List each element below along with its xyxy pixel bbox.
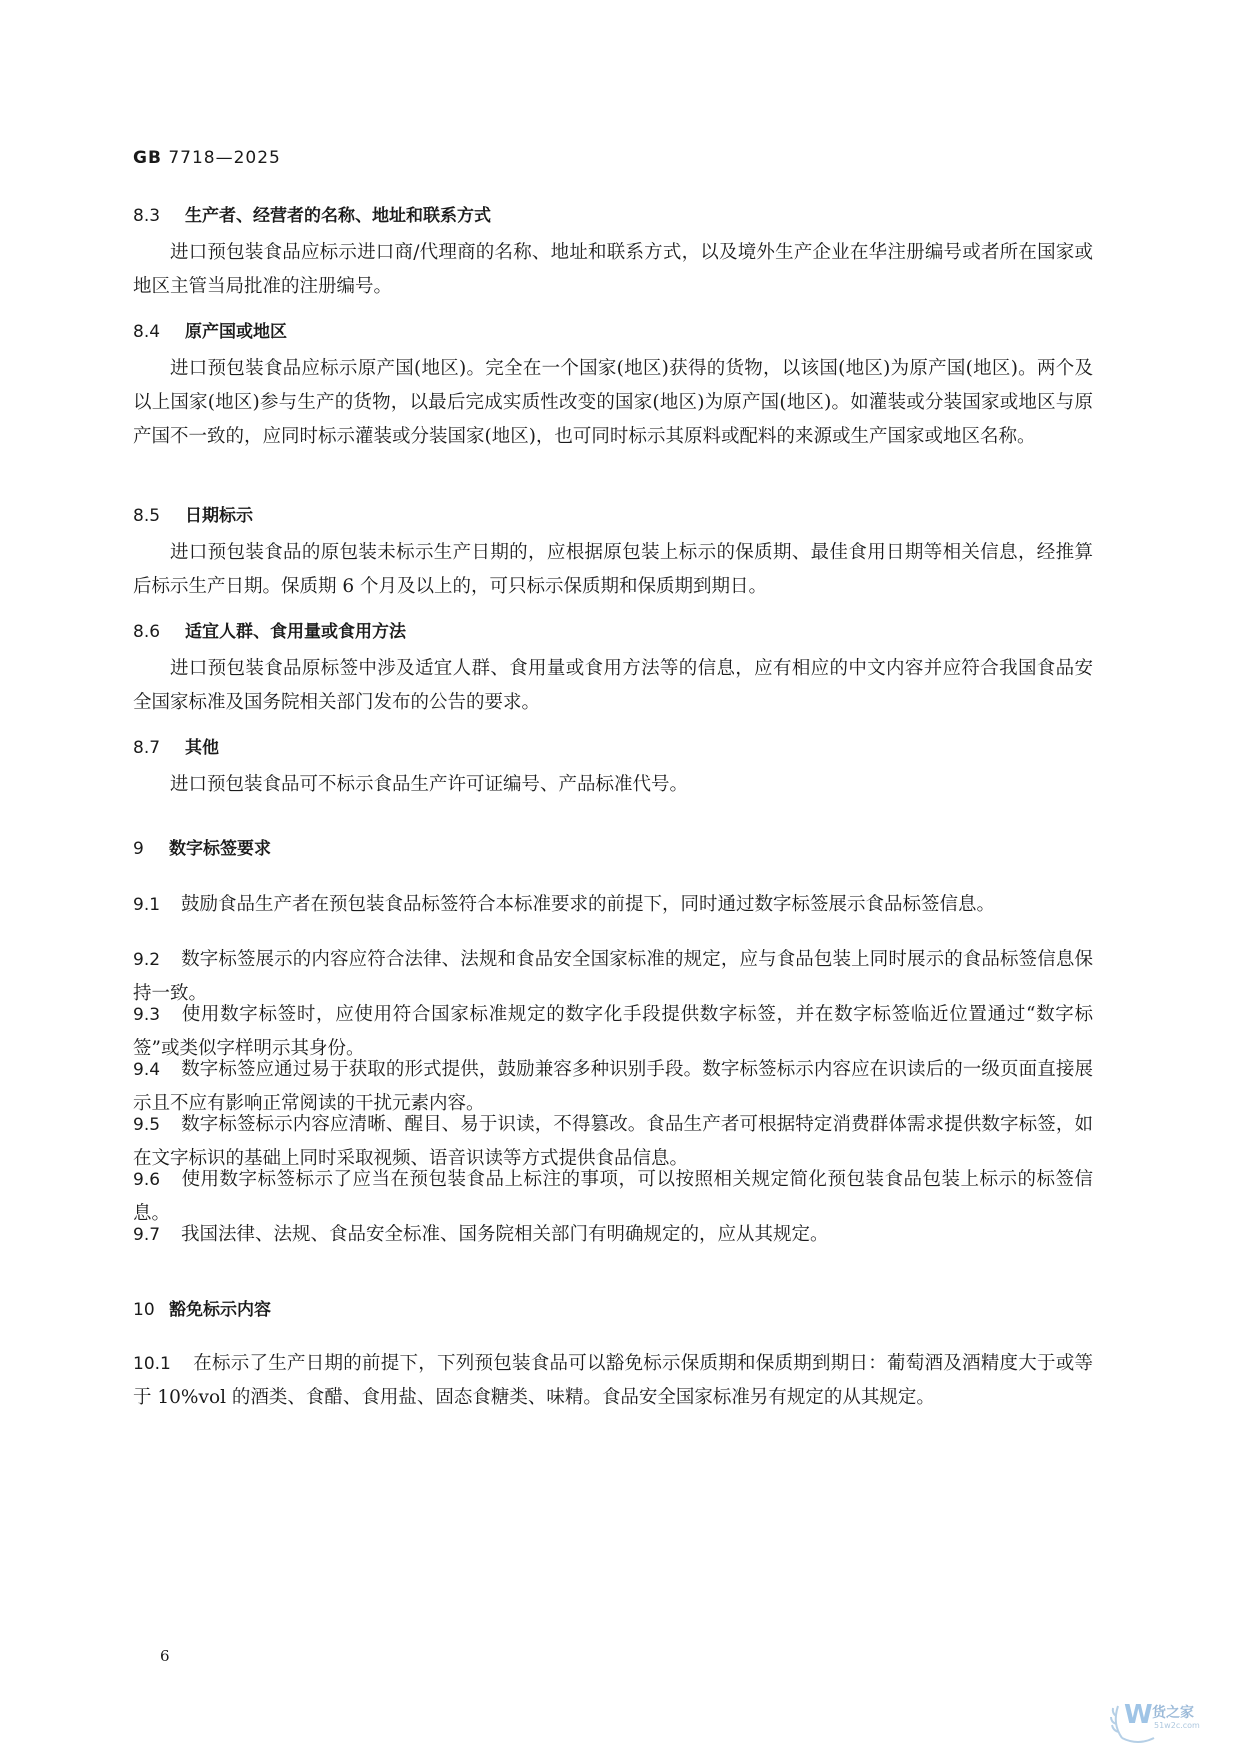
watermark-url: 51w2c.com	[1154, 1721, 1200, 1730]
section-body-8-5: 进口预包装食品的原包装未标示生产日期的，应根据原包装上标示的保质期、最佳食用日期等相关信息，经推算后标示生产日期。保质期 6 个月及以上的，可只标示保质期和保质期到期日。	[133, 542, 1093, 597]
clause-10-1: 10.1 在标示了生产日期的前提下，下列预包装食品可以豁免标示保质期和保质期到期日：葡萄酒及酒精度大于或等于 10%vol 的酒类、食醋、食用盐、固态食糖类、味精。食品安全国家标准另有规定的从其规定。	[133, 1353, 1093, 1408]
section-body-8-4: 进口预包装食品应标示原产国(地区)。完全在一个国家(地区)获得的货物，以该国(地区)为原产国(地区)。两个及以上国家(地区)参与生产的货物，以最后完成实质性改变的国家(地区)为原产国(地区)。如灌装或分装国家或地区与原产国不一致的，应同时标示灌装或分装国家(地区)，也可同时标示其原料或配料的来源或生产国家或地区名称。	[133, 358, 1093, 447]
watermark-logo	[1108, 1688, 1224, 1746]
section-title: 生产者、经营者的名称、地址和联系方式	[185, 206, 491, 226]
chapter-title: 数字标签要求	[169, 839, 271, 859]
section-heading-8-6: 8.6 适宜人群、食用量或食用方法	[133, 622, 406, 642]
clause-9-5: 9.5 数字标签标示内容应清晰、醒目、易于识读，不得篡改。食品生产者可根据特定消费群体需求提供数字标签，如在文字标识的基础上同时采取视频、语音识读等方式提供食品信息。	[133, 1114, 1093, 1169]
section-body-8-3: 进口预包装食品应标示进口商/代理商的名称、地址和联系方式，以及境外生产企业在华注册编号或者所在国家或地区主管当局批准的注册编号。	[133, 242, 1093, 297]
chapter-heading-10: 10 豁免标示内容	[133, 1300, 271, 1320]
clause-9-7: 9.7 我国法律、法规、食品安全标准、国务院相关部门有明确规定的，应从其规定。	[133, 1224, 829, 1245]
clause-9-6: 9.6 使用数字标签标示了应当在预包装食品上标注的事项，可以按照相关规定简化预包装食品包装上标示的标签信息。	[133, 1169, 1093, 1224]
standard-prefix: GB	[133, 148, 162, 168]
section-heading-8-7: 8.7 其他	[133, 738, 219, 758]
section-body-8-6: 进口预包装食品原标签中涉及适宜人群、食用量或食用方法等的信息，应有相应的中文内容并应符合我国食品安全国家标准及国务院相关部门发布的公告的要求。	[133, 658, 1093, 713]
watermark-letter: W	[1124, 1700, 1153, 1730]
clause-9-4: 9.4 数字标签应通过易于获取的形式提供，鼓励兼容多种识别手段。数字标签标示内容应在识读后的一级页面直接展示且不应有影响正常阅读的干扰元素内容。	[133, 1059, 1093, 1114]
section-title: 日期标示	[185, 506, 253, 526]
section-heading-8-4: 8.4 原产国或地区	[133, 322, 287, 342]
section-title: 适宜人群、食用量或食用方法	[185, 622, 406, 642]
section-heading-8-5: 8.5 日期标示	[133, 506, 253, 526]
clause-9-3: 9.3 使用数字标签时，应使用符合国家标准规定的数字化手段提供数字标签，并在数字标签临近位置通过“数字标签”或类似字样明示其身份。	[133, 1004, 1093, 1059]
clause-9-2: 9.2 数字标签展示的内容应符合法律、法规和食品安全国家标准的规定，应与食品包装上同时展示的食品标签信息保持一致。	[133, 949, 1093, 1004]
page-number: 6	[160, 1647, 170, 1665]
document-code	[133, 148, 281, 168]
section-title: 其他	[185, 738, 219, 758]
chapter-title: 豁免标示内容	[169, 1300, 271, 1320]
section-heading-8-3: 8.3 生产者、经营者的名称、地址和联系方式	[133, 206, 491, 226]
watermark-name: 货之家	[1152, 1705, 1194, 1721]
standard-number: 7718—2025	[168, 148, 281, 168]
clause-9-1: 9.1 鼓励食品生产者在预包装食品标签符合本标准要求的前提下，同时通过数字标签展示食品标签信息。	[133, 894, 996, 915]
section-title: 原产国或地区	[185, 322, 287, 342]
chapter-heading-9: 9 数字标签要求	[133, 839, 271, 859]
section-body-8-7: 进口预包装食品可不标示食品生产许可证编号、产品标准代号。	[170, 774, 689, 795]
